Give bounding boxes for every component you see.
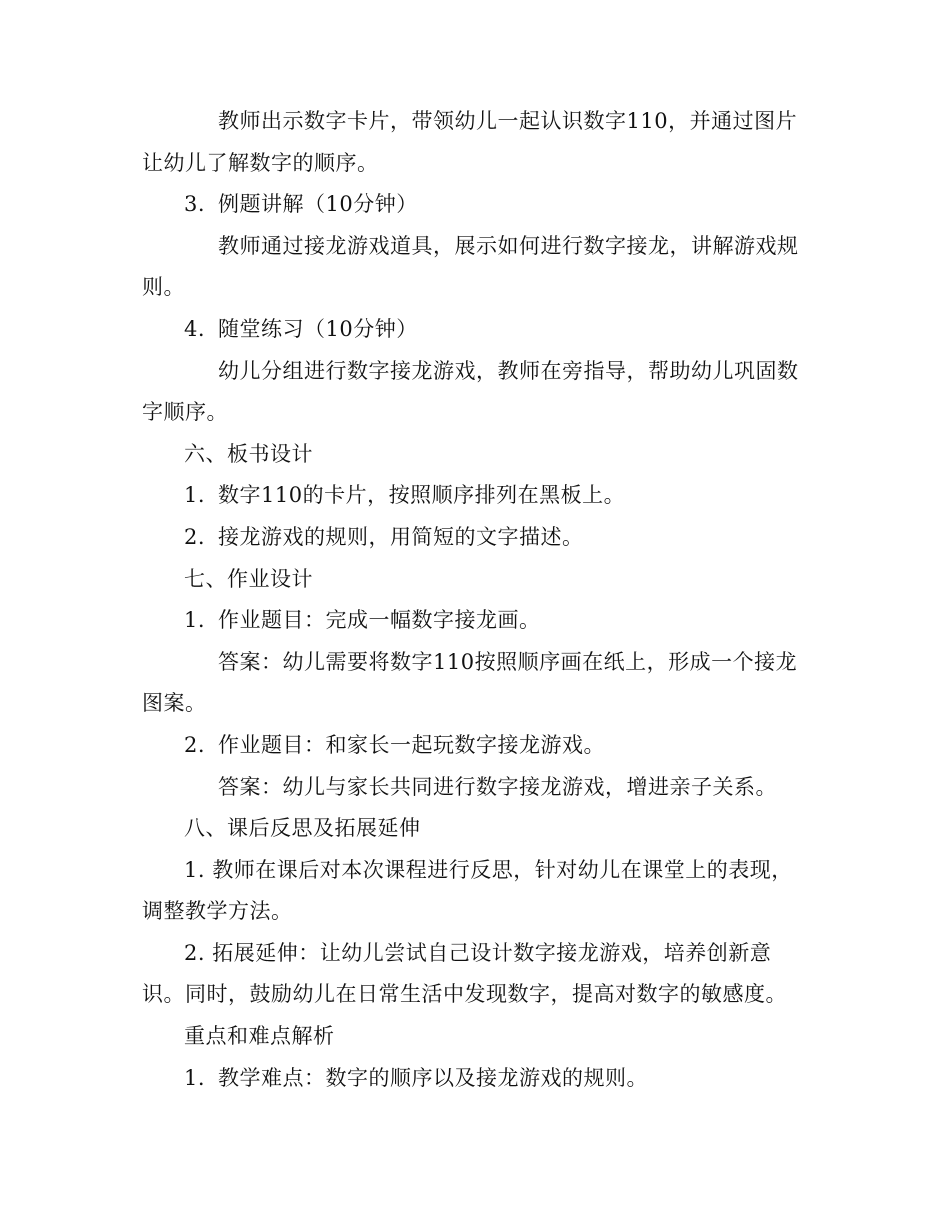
list-text: 作业题目：完成一幅数字接龙画。: [218, 608, 541, 633]
list-text: 接龙游戏的规则，用简短的文字描述。: [218, 524, 584, 549]
list-text: 作业题目：和家长一起玩数字接龙游戏。: [218, 732, 605, 757]
paragraph-number-cards: 教师出示数字卡片，带领幼儿一起认识数字110，并通过图片让幼儿了解数字的顺序。: [142, 109, 798, 175]
list-item-class-practice: [142, 309, 812, 351]
list-number: 4.: [184, 316, 206, 341]
list-number: 1.: [184, 608, 206, 633]
list-number: 2.: [184, 732, 206, 757]
paragraph-group-game: 幼儿分组进行数字接龙游戏，教师在旁指导，帮助幼儿巩固数字顺序。: [142, 358, 799, 425]
list-item-blackboard-1: [142, 475, 812, 517]
paragraph-reflection-1: 1. 教师在课后对本次课程进行反思，针对幼儿在课堂上的表现，调整教学方法。: [142, 857, 793, 924]
list-item-homework-2: [142, 725, 812, 767]
list-number: 1.: [184, 1065, 206, 1090]
list-item-key-point-1: [142, 1058, 812, 1100]
list-item-homework-1: [142, 600, 812, 642]
list-text: 例题讲解（10分钟）: [218, 192, 418, 217]
list-number: 2.: [184, 524, 206, 549]
list-number: 3.: [184, 192, 206, 217]
list-item-example-explanation: [142, 184, 812, 226]
section-heading-key-points: 重点和难点解析: [184, 1024, 335, 1049]
list-item-blackboard-2: [142, 517, 812, 559]
paragraph-homework-1-answer: 答案：幼儿需要将数字110按照顺序画在纸上，形成一个接龙图案。: [142, 649, 798, 716]
list-text: 教学难点：数字的顺序以及接龙游戏的规则。: [218, 1065, 648, 1090]
section-heading-blackboard: 六、板书设计: [184, 441, 313, 466]
section-heading-homework: 七、作业设计: [184, 566, 313, 591]
document-body: [142, 101, 812, 1099]
paragraph-homework-2-answer: 答案：幼儿与家长共同进行数字接龙游戏，增进亲子关系。: [218, 774, 777, 799]
list-text: 随堂练习（10分钟）: [218, 316, 418, 341]
section-heading-reflection: 八、课后反思及拓展延伸: [184, 816, 421, 841]
list-number: 1.: [184, 483, 206, 508]
list-text: 数字110的卡片，按照顺序排列在黑板上。: [218, 483, 626, 508]
paragraph-reflection-2: 2. 拓展延伸：让幼儿尝试自己设计数字接龙游戏，培养创新意识。同时，鼓励幼儿在日常生活中发现数字，提高对数字的敏感度。: [142, 940, 787, 1007]
paragraph-game-props: 教师通过接龙游戏道具，展示如何进行数字接龙，讲解游戏规则。: [142, 233, 799, 300]
